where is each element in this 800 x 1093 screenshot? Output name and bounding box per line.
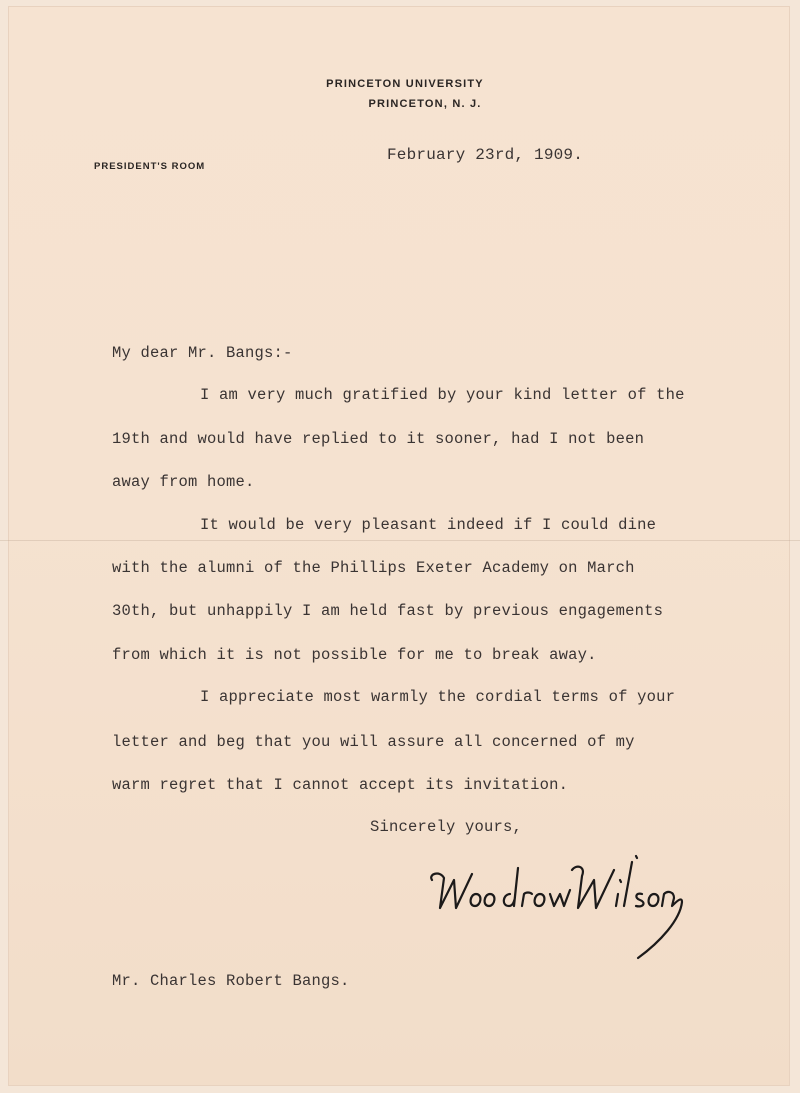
body-line: I am very much gratified by your kind letter of the — [200, 386, 685, 404]
body-line: 19th and would have replied to it sooner, had I not been — [112, 430, 645, 448]
body-line: 30th, but unhappily I am held fast by previous engagements — [112, 602, 664, 620]
body-line: away from home. — [112, 473, 255, 491]
body-line: letter and beg that you will assure all concerned of my — [112, 733, 635, 751]
body-line: warm regret that I cannot accept its invitation. — [112, 776, 569, 794]
salutation: My dear Mr. Bangs:- — [112, 344, 293, 362]
signature-image — [410, 850, 700, 970]
letterhead-institution: PRINCETON UNIVERSITY — [326, 78, 484, 90]
paper-fold-line — [0, 540, 800, 541]
body-line: It would be very pleasant indeed if I could dine — [200, 516, 657, 534]
letterhead-office: PRESIDENT'S ROOM — [94, 161, 206, 172]
closing: Sincerely yours, — [370, 818, 523, 836]
body-line: I appreciate most warmly the cordial terms of your — [200, 688, 676, 706]
addressee: Mr. Charles Robert Bangs. — [112, 972, 350, 990]
body-line: with the alumni of the Phillips Exeter Academy on March — [112, 559, 635, 577]
letterhead-location: PRINCETON, N. J. — [368, 98, 482, 110]
letter-date: February 23rd, 1909. — [387, 146, 584, 164]
body-line: from which it is not possible for me to break away. — [112, 646, 597, 664]
